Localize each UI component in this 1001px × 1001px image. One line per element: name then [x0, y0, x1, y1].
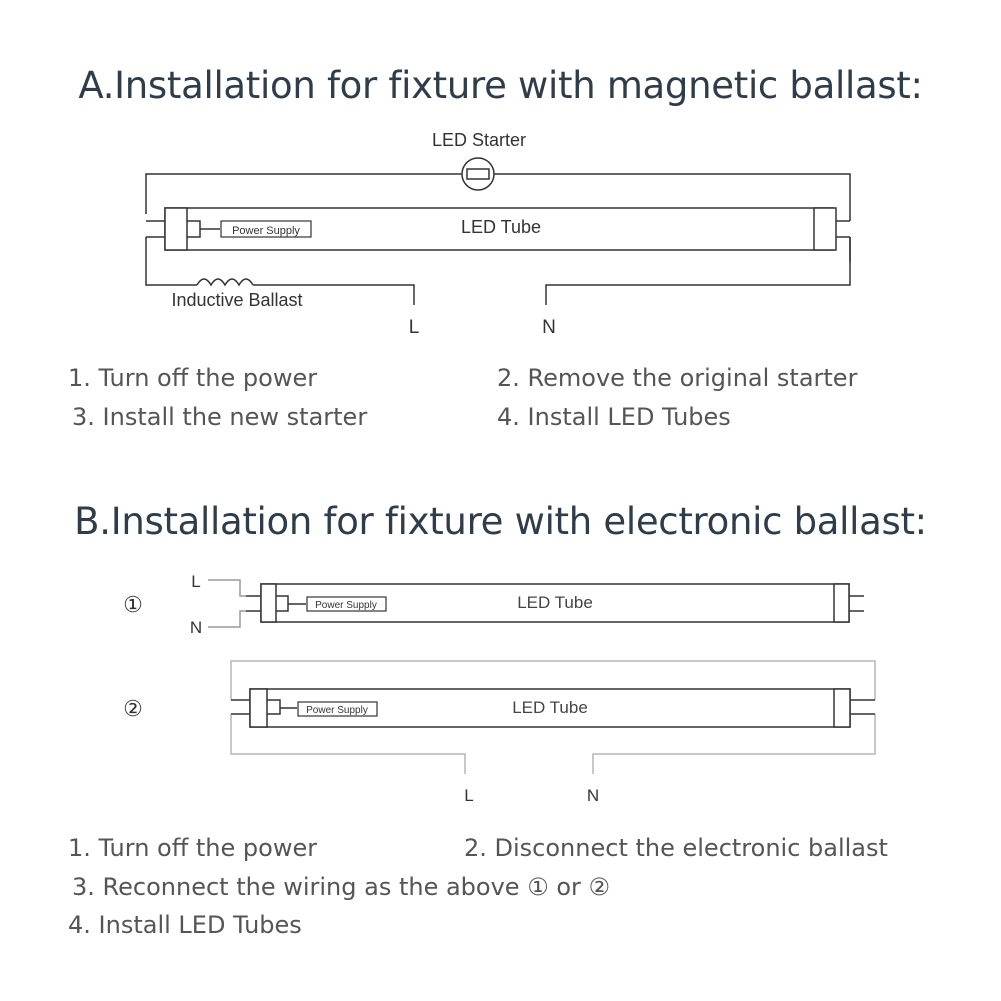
- led-tube-label: LED Tube: [517, 593, 593, 612]
- step-a-3: 3. Install the new starter: [72, 403, 368, 431]
- step-b-3: 3. Reconnect the wiring as the above ① or ②: [72, 873, 611, 901]
- inductive-ballast-icon: [197, 279, 253, 285]
- option-1-labels: [123, 572, 593, 637]
- power-supply-label: Power Supply: [306, 705, 368, 716]
- step-a-4: 4. Install LED Tubes: [497, 403, 731, 431]
- power-supply-label: Power Supply: [315, 600, 377, 611]
- neutral-label: N: [586, 786, 600, 805]
- line-lead: [208, 580, 246, 596]
- line-label: L: [464, 786, 474, 805]
- line-label: L: [191, 572, 201, 591]
- neutral-label: N: [542, 317, 556, 338]
- option-1-marker: ①: [123, 592, 143, 617]
- tube-left-cap: [165, 208, 187, 250]
- tube-right-cap: [834, 689, 850, 727]
- led-tube-label: LED Tube: [460, 217, 542, 237]
- tube-left-cap: [250, 689, 267, 727]
- step-b-4: 4. Install LED Tubes: [68, 911, 302, 939]
- led-starter-label: LED Starter: [431, 130, 527, 150]
- tube-right-cap: [834, 584, 849, 622]
- step-b-1: 1. Turn off the power: [68, 834, 318, 862]
- line-label: L: [408, 317, 420, 338]
- step-a-2: 2. Remove the original starter: [497, 364, 858, 392]
- inductive-ballast-label: Inductive Ballast: [171, 290, 303, 310]
- section-a-title: A.Installation for fixture with magnetic ballast:: [78, 64, 923, 107]
- option-2-labels: [123, 696, 599, 805]
- led-tube-label: LED Tube: [512, 698, 588, 717]
- step-a-1: 1. Turn off the power: [68, 364, 318, 392]
- tube-left-cap: [261, 584, 276, 622]
- tube-right-cap: [814, 208, 836, 250]
- option-2-marker: ②: [123, 696, 143, 721]
- electronic-ballast-option-2: [231, 661, 875, 774]
- section-b-title: B.Installation for fixture with electronic ballast:: [74, 500, 927, 543]
- power-supply-label: Power Supply: [232, 225, 300, 237]
- step-b-2: 2. Disconnect the electronic ballast: [464, 834, 888, 862]
- neutral-label: N: [189, 618, 203, 637]
- neutral-lead: [208, 611, 246, 627]
